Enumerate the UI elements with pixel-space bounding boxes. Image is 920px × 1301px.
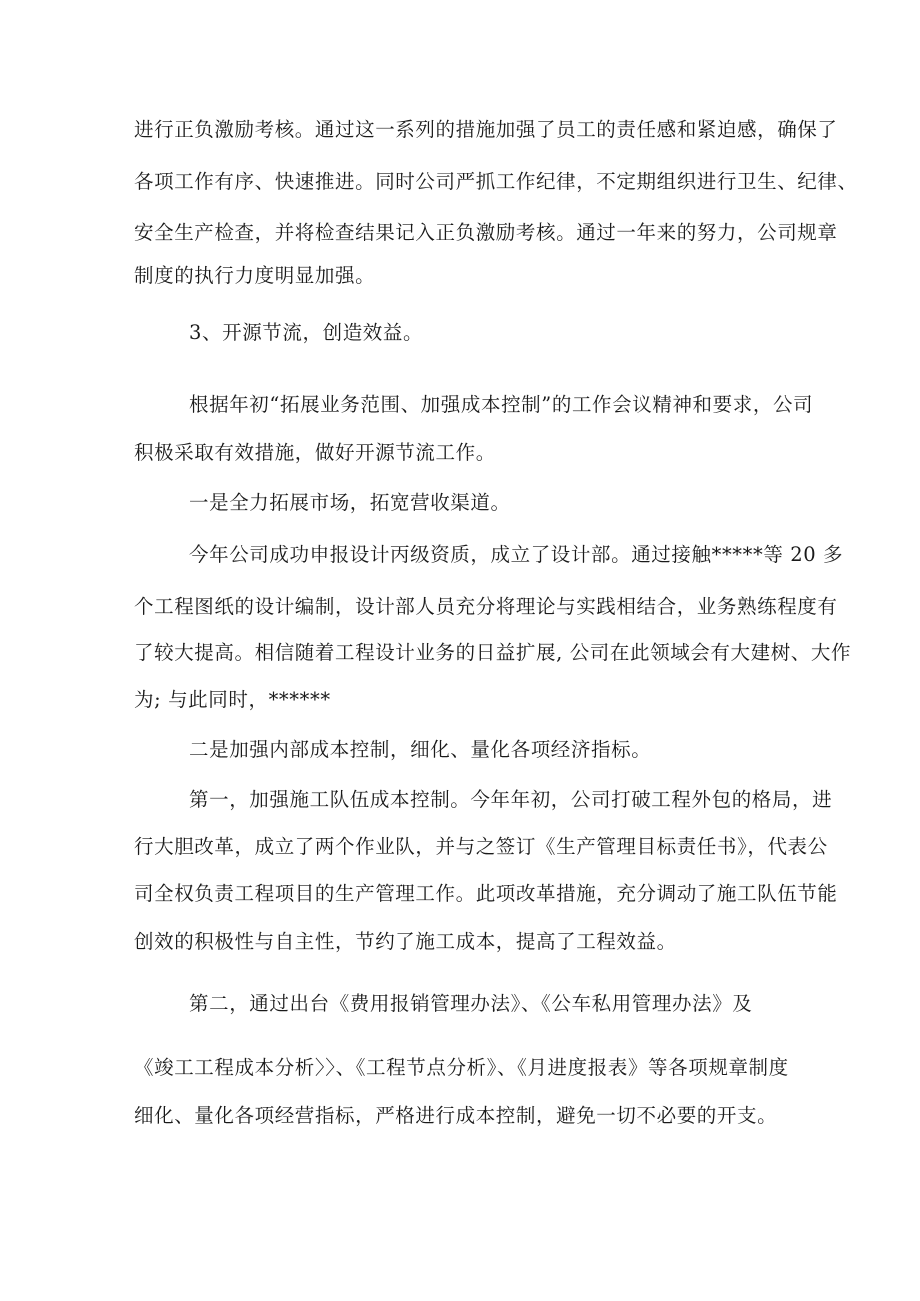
- paragraph-line: 为; 与此同时，******: [134, 688, 331, 711]
- paragraph-line: 今年公司成功申报设计丙级资质，成立了设计部。通过接触*****等 20 多: [189, 543, 844, 566]
- paragraph-line: 第二，通过出台《费用报销管理办法》、《公车私用管理办法》及: [189, 992, 753, 1015]
- paragraph-line: 安全生产检查，并将检查结果记入正负激励考核。通过一年来的努力，公司规章: [134, 221, 838, 244]
- paragraph-line: 根据年初“拓展业务范围、加强成本控制”的工作会议精神和要求，公司: [189, 393, 814, 416]
- paragraph-line: 个工程图纸的设计编制，设计部人员充分将理论与实践相结合，业务熟练程度有: [134, 595, 838, 618]
- paragraph-line: 了较大提高。相信随着工程设计业务的日益扩展, 公司在此领域会有大建树、大作: [134, 641, 852, 664]
- subheading: 一是全力拓展市场，拓宽营收渠道。: [189, 491, 511, 514]
- paragraph-line: 第一，加强施工队伍成本控制。今年年初，公司打破工程外包的格局，进: [189, 788, 833, 811]
- paragraph-line: 进行正负激励考核。通过这一系列的措施加强了员工的责任感和紧迫感，确保了: [134, 118, 838, 141]
- paragraph-line: 细化、量化各项经营指标，严格进行成本控制，避免一切不必要的开支。: [134, 1104, 778, 1127]
- section-heading: 3、开源节流，创造效益。: [189, 321, 424, 344]
- subheading: 二是加强内部成本控制，细化、量化各项经济指标。: [189, 738, 652, 761]
- paragraph-line: 制度的执行力度明显加强。: [134, 264, 376, 287]
- paragraph-line: 《竣工工程成本分析〉〉、《工程节点分析》、《月进度报表》等各项规章制度: [134, 1056, 789, 1079]
- paragraph-line: 创效的积极性与自主性，节约了施工成本，提高了工程效益。: [134, 930, 677, 953]
- paragraph-line: 积极采取有效措施，做好开源节流工作。: [134, 441, 496, 464]
- paragraph-line: 司全权负责工程项目的生产管理工作。此项改革措施，充分调动了施工队伍节能: [134, 882, 838, 905]
- paragraph-line: 各项工作有序、快速推进。同时公司严抓工作纪律，不定期组织进行卫生、纪律、: [134, 170, 858, 193]
- paragraph-line: 行大胆改革，成立了两个作业队，并与之签订《生产管理目标责任书》，代表公: [134, 835, 828, 858]
